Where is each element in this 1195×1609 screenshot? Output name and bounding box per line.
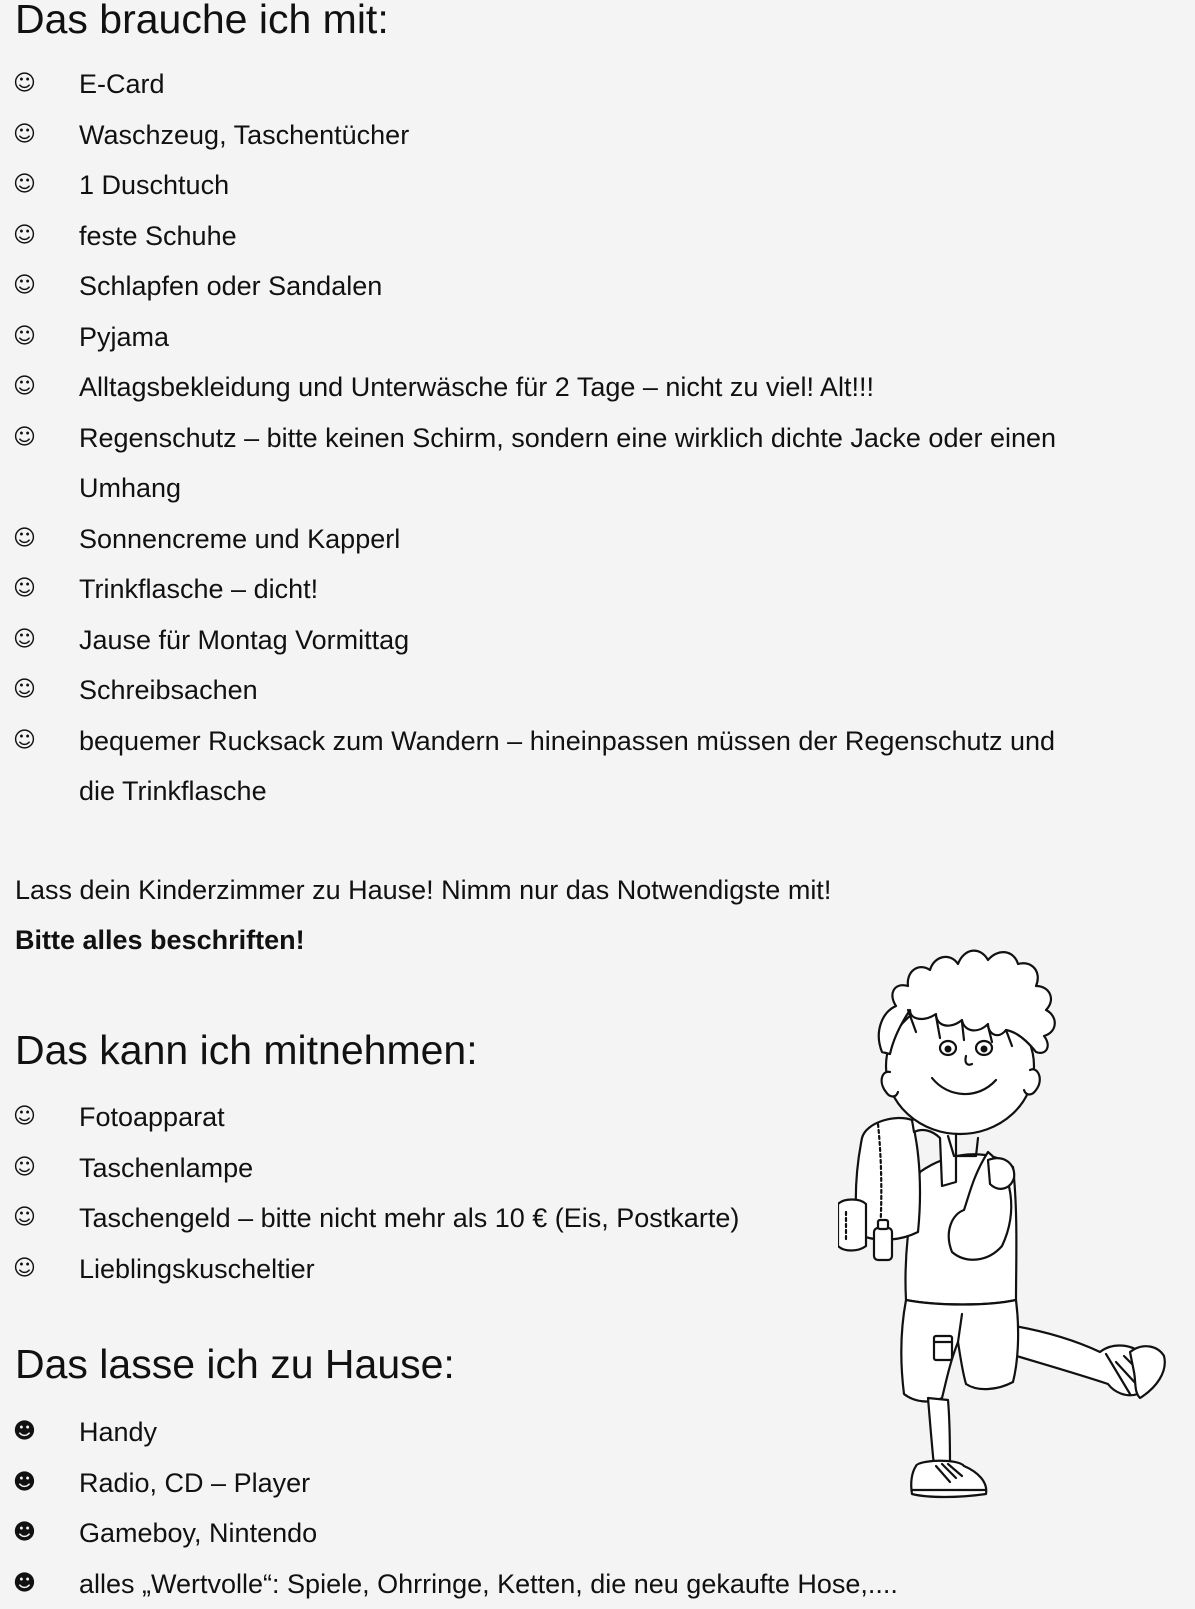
smiley-bullet-icon: ☺ (13, 564, 35, 615)
smiley-bullet-icon: ☺ (13, 665, 35, 716)
smiley-bullet-icon: ☺ (13, 1193, 35, 1244)
item-text: Jause für Montag Vormittag (79, 625, 409, 655)
note-bold-text: Bitte alles beschriften! (15, 921, 305, 959)
list-item (0, 312, 1056, 363)
list-item (0, 716, 1056, 817)
list-item (0, 1559, 898, 1609)
smiley-bullet-icon: ☺ (13, 59, 35, 110)
list-item (0, 413, 1056, 514)
smiley-bullet-icon: ☺ (13, 716, 35, 767)
list-item (0, 211, 1056, 262)
smiley-bullet-icon: ☺ (13, 1143, 35, 1194)
item-text-continued: Umhang (79, 473, 181, 503)
dark-smiley-bullet-icon: ☻ (13, 1407, 35, 1458)
item-text: Schreibsachen (79, 675, 258, 705)
item-text: Fotoapparat (79, 1102, 225, 1132)
list-item (0, 362, 1056, 413)
item-text: Radio, CD – Player (79, 1468, 310, 1498)
list-item (0, 1244, 739, 1295)
leave-home-items-list (0, 1407, 898, 1609)
list-item (0, 514, 1056, 565)
section-heading-leave-home: Das lasse ich zu Hause: (15, 1340, 455, 1388)
dark-smiley-bullet-icon: ☻ (13, 1508, 35, 1559)
smiley-bullet-icon: ☺ (13, 312, 35, 363)
section-heading-needed: Das brauche ich mit: (15, 0, 389, 43)
item-text: bequemer Rucksack zum Wandern – hineinpassen müssen der Regenschutz und (79, 726, 1055, 756)
list-item (0, 665, 1056, 716)
section-heading-allowed: Das kann ich mitnehmen: (15, 1026, 478, 1074)
item-text: Taschengeld – bitte nicht mehr als 10 € (Eis, Postkarte) (79, 1203, 739, 1233)
smiley-bullet-icon: ☺ (13, 1092, 35, 1143)
boy-with-backpack-illustration (838, 942, 1188, 1562)
needed-items-list (0, 59, 1056, 817)
smiley-bullet-icon: ☺ (13, 211, 35, 262)
item-text: Gameboy, Nintendo (79, 1518, 317, 1548)
dark-smiley-bullet-icon: ☻ (13, 1458, 35, 1509)
item-text: Lieblingskuscheltier (79, 1254, 315, 1284)
item-text: Taschenlampe (79, 1153, 253, 1183)
list-item (0, 1508, 898, 1559)
item-text-continued: die Trinkflasche (79, 776, 267, 806)
list-item (0, 261, 1056, 312)
smiley-bullet-icon: ☺ (13, 1244, 35, 1295)
item-text: Alltagsbekleidung und Unterwäsche für 2 Tage – nicht zu viel! Alt!!! (79, 372, 874, 402)
item-text: alles „Wertvolle“: Spiele, Ohrringe, Ketten, die neu gekaufte Hose,.... (79, 1569, 898, 1599)
item-text: Handy (79, 1417, 157, 1447)
item-text: Schlapfen oder Sandalen (79, 271, 382, 301)
list-item (0, 1092, 739, 1143)
smiley-bullet-icon: ☺ (13, 514, 35, 565)
item-text: feste Schuhe (79, 221, 237, 251)
list-item (0, 59, 1056, 110)
list-item (0, 1193, 739, 1244)
list-item (0, 110, 1056, 161)
smiley-bullet-icon: ☺ (13, 160, 35, 211)
list-item (0, 615, 1056, 666)
smiley-bullet-icon: ☺ (13, 362, 35, 413)
item-text: Waschzeug, Taschentücher (79, 120, 409, 150)
list-item (0, 1407, 898, 1458)
dark-smiley-bullet-icon: ☻ (13, 1559, 35, 1609)
smiley-bullet-icon: ☺ (13, 615, 35, 666)
item-text: Trinkflasche – dicht! (79, 574, 318, 604)
smiley-bullet-icon: ☺ (13, 413, 35, 464)
smiley-bullet-icon: ☺ (13, 110, 35, 161)
list-item (0, 1143, 739, 1194)
item-text: Pyjama (79, 322, 169, 352)
list-item (0, 1458, 898, 1509)
list-item (0, 564, 1056, 615)
item-text: Sonnencreme und Kapperl (79, 524, 400, 554)
note-text: Lass dein Kinderzimmer zu Hause! Nimm nur das Notwendigste mit! (15, 871, 831, 909)
item-text: Regenschutz – bitte keinen Schirm, sondern eine wirklich dichte Jacke oder einen (79, 423, 1056, 453)
allowed-items-list (0, 1092, 739, 1294)
list-item (0, 160, 1056, 211)
smiley-bullet-icon: ☺ (13, 261, 35, 312)
item-text: E-Card (79, 69, 165, 99)
item-text: 1 Duschtuch (79, 170, 229, 200)
